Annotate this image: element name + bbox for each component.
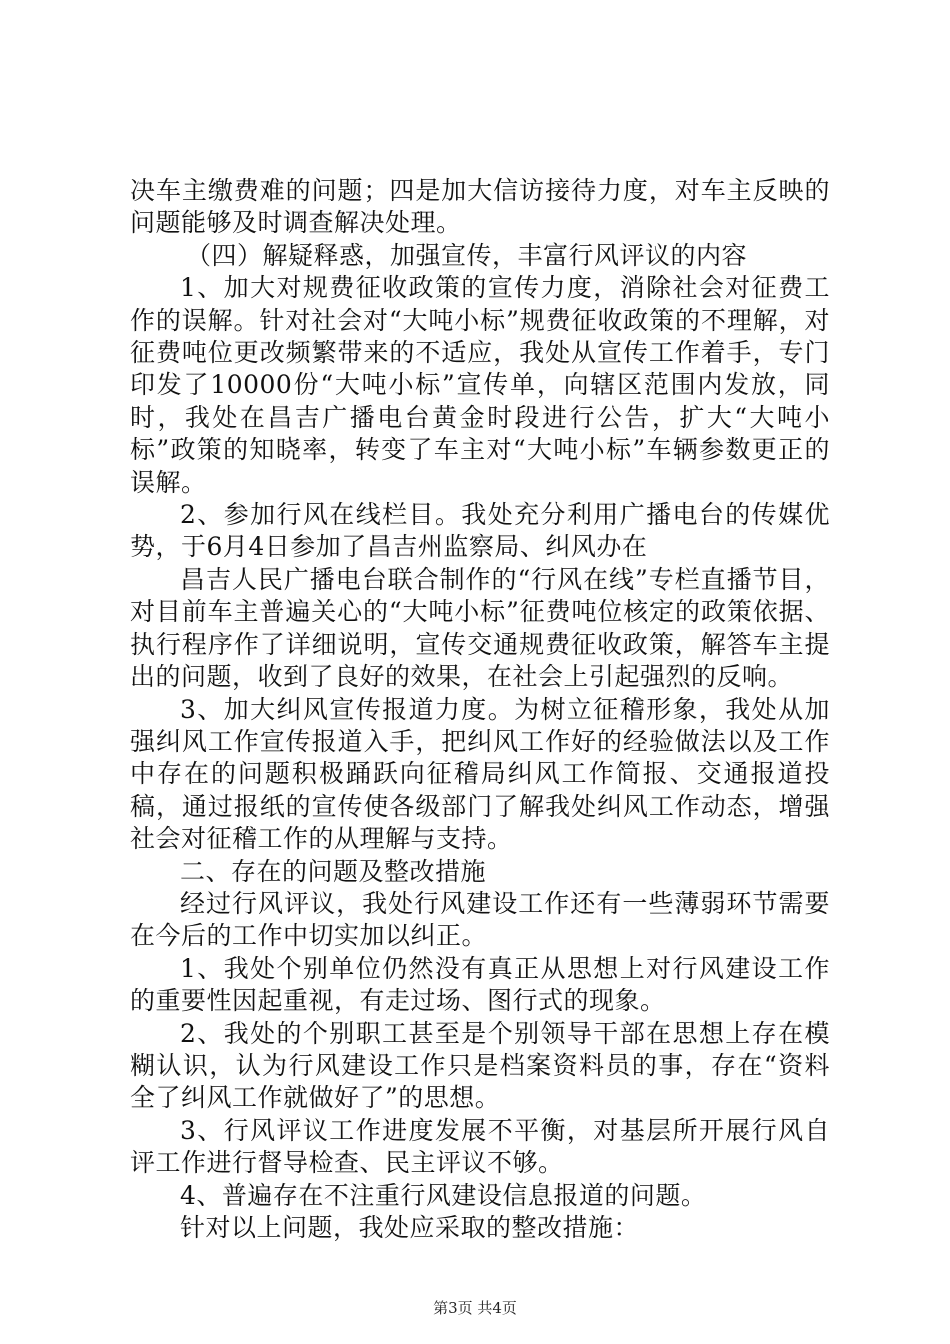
section-heading-2: 二、存在的问题及整改措施 [180, 856, 487, 886]
section-heading-4: （四）解疑释惑，加强宣传，丰富行风评议的内容 [186, 240, 748, 270]
page-number-label: 第3页 共4页 [433, 1299, 517, 1317]
measures-intro: 针对以上问题，我处应采取的整改措施： [180, 1213, 640, 1242]
paragraph-item-2-continued: 昌吉人民广播电台联合制作的“行风在线”专栏直播节目，对目前车主普遍关心的“大吨小标”征费吨位核定的政策依据、执行程序作了详细说明，宣传交通规费征收政策，解答车主提出的问题，收到了良好的效果，在社会上引起强烈的反响。 [130, 564, 830, 692]
paragraph-item-1: 1、加大对规费征收政策的宣传力度，消除社会对征费工作的误解。针对社会对“大吨小标”规费征收政策的不理解，对征费吨位更改频繁带来的不适应，我处从宣传工作着手，专门印发了10000份“大吨小标”宣传单，向辖区范围内发放，同时，我处在昌吉广播电台黄金时段进行公告，扩大“大吨小标”政策的知晓率，转变了车主对“大吨小标”车辆参数更正的误解。 [130, 273, 830, 497]
document-body [130, 175, 830, 1244]
problem-item-1: 1、我处个别单位仍然没有真正从思想上对行风建设工作的重要性因起重视，有走过场、图行式的现象。 [130, 953, 830, 1016]
problem-item-4: 4、普遍存在不注重行风建设信息报道的问题。 [180, 1180, 707, 1210]
problem-item-2: 2、我处的个别职工甚至是个别领导干部在思想上存在模糊认识，认为行风建设工作只是档案资料员的事，存在“资料全了纠风工作就做好了”的思想。 [130, 1018, 830, 1113]
paragraph-review-summary: 经过行风评议，我处行风建设工作还有一些薄弱环节需要在今后的工作中切实加以纠正。 [130, 888, 830, 951]
paragraph-item-2: 2、参加行风在线栏目。我处充分利用广播电台的传媒优势，于6月4日参加了昌吉州监察局、纠风办在 [130, 500, 830, 562]
paragraph-item-3: 3、加大纠风宣传报道力度。为树立征稽形象，我处从加强纠风工作宣传报道入手，把纠风工作好的经验做法以及工作中存在的问题积极踊跃向征稽局纠风工作简报、交通报道投稿，通过报纸的宣传使各级部门了解我处纠风工作动态，增强社会对征稽工作的从理解与支持。 [130, 694, 830, 854]
page-footer [0, 1299, 950, 1317]
paragraph-1: 决车主缴费难的问题；四是加大信访接待力度，对车主反映的问题能够及时调查解决处理。 [130, 176, 830, 238]
problem-item-3: 3、行风评议工作进度发展不平衡，对基层所开展行风自评工作进行督导检查、民主评议不够。 [130, 1115, 830, 1178]
